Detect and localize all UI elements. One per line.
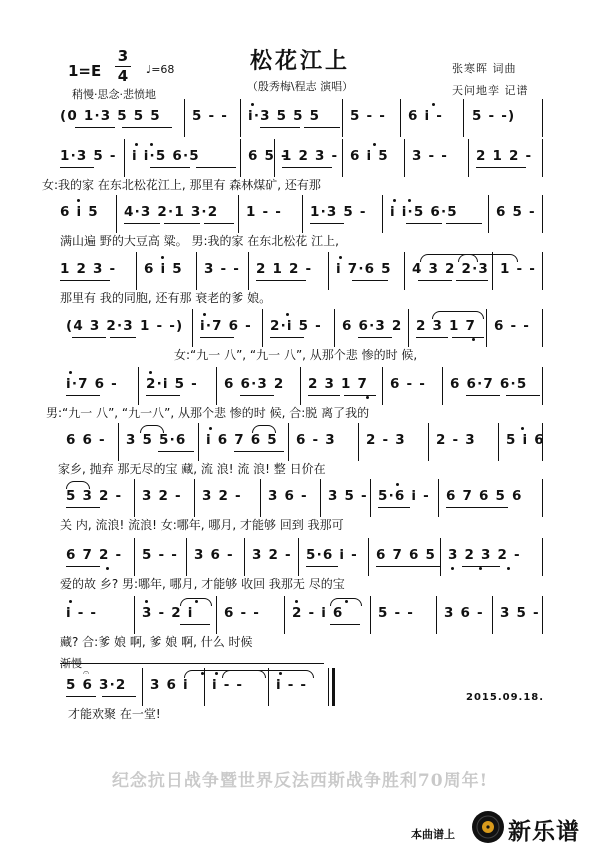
octave-dot — [295, 600, 298, 603]
octave-dot — [215, 672, 218, 675]
barline — [408, 309, 409, 347]
barline — [370, 596, 371, 634]
measure: 2 3 1 7 — [308, 376, 369, 392]
measure: 6 - - — [224, 605, 260, 621]
measure: 3 5 5·6 — [126, 432, 187, 448]
measure: 1 - - — [500, 261, 536, 277]
brand-name[interactable]: 新乐谱 — [508, 819, 580, 845]
barline — [358, 423, 359, 461]
measure: 1 2 3 - — [60, 261, 117, 277]
beam-underline — [358, 337, 392, 338]
measure: 1·3 5 - — [60, 148, 117, 164]
octave-dot — [286, 313, 289, 316]
tie-slur — [432, 311, 484, 319]
measure: 5·6 i - — [306, 547, 358, 563]
barline — [486, 309, 487, 347]
octave-dot — [201, 672, 204, 675]
barline — [284, 596, 285, 634]
barline — [134, 596, 135, 634]
beam-underline — [158, 451, 194, 452]
barline — [300, 367, 301, 405]
measure: 3 - - — [412, 148, 448, 164]
barline — [404, 139, 405, 177]
measure: 6 7 2 - — [66, 547, 123, 563]
measure: 6 i - — [408, 108, 444, 124]
octave-dot — [396, 483, 399, 486]
barline — [118, 423, 119, 461]
measure: 4 3 2 2·3 — [412, 261, 489, 277]
measure: i - - — [212, 677, 244, 693]
lyrics-line: 家乡, 抛弃 那无尽的宝 藏, 流 浪! 流 浪! 整 日价在 — [58, 462, 326, 476]
octave-dot — [209, 427, 212, 430]
barline — [463, 99, 464, 137]
beam-underline — [376, 566, 440, 567]
beam-underline — [124, 223, 160, 224]
beam-underline — [270, 337, 304, 338]
octave-dot — [279, 672, 282, 675]
lyrics-line: 女:我的家 在东北松花江上, 那里有 森林煤矿, 还有那 — [42, 178, 321, 192]
measure: 3 2 - — [202, 488, 242, 504]
vinyl-record-icon[interactable] — [471, 810, 505, 844]
barline — [542, 367, 543, 405]
measure: (0 1·3 5 5 5 — [60, 108, 161, 124]
measure: 3 2 3 2 - — [448, 547, 521, 563]
octave-dot — [373, 143, 376, 146]
barline — [436, 596, 437, 634]
measure: 5 - - — [142, 547, 178, 563]
beam-underline — [110, 337, 136, 338]
octave-dot — [366, 396, 369, 399]
measure: 5 - -) — [472, 108, 516, 124]
barline — [196, 252, 197, 290]
measure: 6 6·3 2 — [342, 318, 403, 334]
beam-underline — [310, 223, 344, 224]
measure: 5 i 6 — [506, 432, 545, 448]
measure: 2 - 3 — [366, 432, 406, 448]
final-barline-thick — [332, 668, 335, 706]
barline — [442, 367, 443, 405]
measure: i - - — [276, 677, 308, 693]
octave-dot — [69, 600, 72, 603]
measure: 2 1 2 - — [256, 261, 313, 277]
beam-underline — [352, 280, 388, 281]
barline — [240, 99, 241, 137]
barline — [542, 538, 543, 576]
measure: 3 2 - — [142, 488, 182, 504]
measure: i 7·6 5 — [336, 261, 392, 277]
barline — [216, 596, 217, 634]
octave-dot — [479, 567, 482, 570]
measure: i - - — [66, 605, 98, 621]
tie-slur — [66, 481, 90, 489]
measure: 6 i 5 — [60, 204, 99, 220]
beam-underline — [200, 337, 234, 338]
beam-underline — [378, 507, 410, 508]
ritardando-marking: 渐慢 — [60, 657, 82, 670]
transcriber-credit: 天问地孪 记谱 — [452, 84, 529, 97]
beam-underline — [344, 395, 376, 396]
beam-underline — [256, 280, 306, 281]
ritardando-line — [60, 663, 324, 664]
meter-bottom: 4 — [117, 67, 129, 85]
octave-dot — [408, 199, 411, 202]
barline — [134, 538, 135, 576]
octave-dot — [150, 143, 153, 146]
beam-underline — [304, 127, 340, 128]
measure: 6 i 5 — [350, 148, 389, 164]
measure: 4·3 2·1 3·2 — [124, 204, 219, 220]
measure: 3 6 - — [194, 547, 234, 563]
measure: 6 6·3 2 — [224, 376, 285, 392]
barline — [138, 367, 139, 405]
barline — [194, 479, 195, 517]
measure: 3 6 i — [150, 677, 189, 693]
barline — [198, 423, 199, 461]
barline — [542, 195, 543, 233]
barline — [542, 139, 543, 177]
beam-underline — [306, 566, 338, 567]
lyrics-line: 藏? 合:爹 娘 啊, 爹 娘 啊, 什么 时候 — [60, 635, 253, 649]
beam-underline — [72, 337, 106, 338]
beam-underline — [446, 507, 508, 508]
measure: (4 3 2·3 — [66, 318, 134, 334]
final-barline-thin — [328, 668, 329, 706]
octave-dot — [507, 567, 510, 570]
beam-underline — [416, 337, 448, 338]
barline — [288, 423, 289, 461]
tie-slur — [458, 254, 518, 262]
beam-underline — [180, 624, 210, 625]
measure: 6 7 6 5 — [376, 547, 437, 563]
barline — [400, 99, 401, 137]
measure: 6 - 3 — [296, 432, 336, 448]
barline — [440, 538, 441, 576]
barline — [382, 367, 383, 405]
measure: 6 5 - — [496, 204, 536, 220]
beam-underline — [446, 223, 482, 224]
beam-underline — [506, 395, 540, 396]
measure: 6 6 - — [66, 432, 106, 448]
measure: 2 - 3 — [436, 432, 476, 448]
measure: 5·6 i - — [378, 488, 430, 504]
measure: 5 3 2 - — [66, 488, 123, 504]
beam-underline — [456, 280, 488, 281]
beam-underline — [146, 395, 180, 396]
tie-slur — [252, 425, 276, 433]
measure: 6 - - — [494, 318, 530, 334]
measure: 5 - - — [378, 605, 414, 621]
measure: i i·5 6·5 — [132, 148, 200, 164]
measure: i i·5 6·5 — [390, 204, 458, 220]
barline — [184, 99, 185, 137]
measure: 2 - i 6 — [292, 605, 344, 621]
barline — [492, 596, 493, 634]
barline — [488, 195, 489, 233]
barline — [186, 538, 187, 576]
lyrics-line: 男:“九一 八”, “九一八”, 从那个悲 惨的时 候, 合:脱 离了我的 — [46, 406, 370, 420]
measure: 5 - - — [350, 108, 386, 124]
source-label: 本曲谱上 — [411, 828, 455, 841]
beam-underline — [164, 223, 200, 224]
beam-underline — [282, 167, 332, 168]
beam-underline — [196, 167, 236, 168]
expression-marking: 稍慢·思念·悲愤地 — [72, 88, 156, 101]
beam-underline — [66, 395, 100, 396]
fermata-icon: 𝄐 — [83, 666, 90, 679]
beam-underline — [60, 167, 94, 168]
barline — [298, 538, 299, 576]
measure: 6 i 5 — [144, 261, 183, 277]
barline — [342, 139, 343, 177]
measure: 1 - - — [246, 204, 282, 220]
barline — [124, 139, 125, 177]
lyricist-credit: 张寒晖 词曲 — [452, 62, 517, 75]
barline — [248, 252, 249, 290]
octave-dot — [521, 427, 524, 430]
key-signature: 1=E — [68, 62, 102, 80]
beam-underline — [75, 127, 115, 128]
barline — [334, 309, 335, 347]
barline — [342, 99, 343, 137]
barline — [498, 423, 499, 461]
octave-dot — [432, 103, 435, 106]
octave-dot — [135, 143, 138, 146]
barline — [136, 252, 137, 290]
octave-dot — [195, 600, 198, 603]
barline — [542, 479, 543, 517]
measure: 3 6 - — [268, 488, 308, 504]
barline — [404, 252, 405, 290]
barline — [368, 538, 369, 576]
measure: 3 - - — [204, 261, 240, 277]
measure: 2 1 2 - — [476, 148, 533, 164]
beam-underline — [60, 280, 110, 281]
barline — [240, 139, 241, 177]
octave-dot — [251, 103, 254, 106]
barline — [262, 309, 263, 347]
measure: 5 - - — [192, 108, 228, 124]
beam-underline — [330, 624, 360, 625]
measure: 6 7 6 5 6 — [446, 488, 523, 504]
octave-dot — [106, 567, 109, 570]
lyrics-line: 满山遍 野的大豆高 粱。 男:我的家 在东北松花 江上, — [60, 234, 339, 248]
measure: 3 2 - — [252, 547, 292, 563]
measure: 3 6 - — [444, 605, 484, 621]
barline — [370, 479, 371, 517]
tie-slur — [140, 425, 164, 433]
barline — [468, 139, 469, 177]
barline — [542, 309, 543, 347]
lyrics-line: 女:“九一 八”, “九一 八”, 从那个悲 惨的时 候, — [174, 348, 418, 362]
lyrics-line: 那里有 我的同胞, 还有那 衰老的爹 娘。 — [60, 291, 272, 305]
barline — [320, 479, 321, 517]
beam-underline — [260, 127, 300, 128]
barline — [542, 252, 543, 290]
barline — [274, 139, 275, 177]
octave-dot — [69, 371, 72, 374]
measure: 1 - -) — [140, 318, 184, 334]
song-title: 松花江上 — [249, 48, 350, 74]
beam-underline — [150, 167, 190, 168]
measure: i·7 6 - — [66, 376, 118, 392]
measure: 6 6·7 6·5 — [450, 376, 528, 392]
barline — [260, 479, 261, 517]
barline — [428, 423, 429, 461]
barline — [382, 195, 383, 233]
barline — [438, 479, 439, 517]
measure: i·3 5 5 5 — [248, 108, 321, 124]
meter-top: 3 — [117, 47, 129, 65]
beam-underline — [476, 167, 526, 168]
beam-underline — [406, 223, 442, 224]
octave-dot — [393, 199, 396, 202]
commemoration-banner: 纪念抗日战争暨世界反法西斯战争胜利70周年! — [111, 771, 489, 791]
barline — [542, 99, 543, 137]
measure: 2 3 1 7 — [416, 318, 477, 334]
beam-underline — [66, 696, 96, 697]
beam-underline — [240, 395, 274, 396]
measure: 3 5 - — [328, 488, 368, 504]
octave-dot — [77, 199, 80, 202]
barline — [302, 195, 303, 233]
measure: 1 2 3 - — [282, 148, 339, 164]
tempo-marking: ♩=68 — [146, 63, 175, 76]
lyrics-line: 才能欢聚 在一堂! — [68, 707, 161, 721]
transcription-date: 2015.09.18. — [466, 692, 545, 703]
lyrics-line: 爱的故 乡? 男:哪年, 哪月, 才能够 收回 我那无 尽的宝 — [60, 577, 345, 591]
octave-dot — [451, 567, 454, 570]
barline — [134, 479, 135, 517]
singers-credit: （殷秀梅\程志 演唱） — [246, 80, 354, 93]
tie-slur — [222, 670, 314, 678]
barline — [542, 423, 543, 461]
barline — [238, 195, 239, 233]
beam-underline — [66, 507, 100, 508]
barline — [542, 596, 543, 634]
octave-dot — [339, 256, 342, 259]
barline — [216, 367, 217, 405]
beam-underline — [234, 451, 284, 452]
measure: i·7 6 - — [200, 318, 252, 334]
beam-underline — [66, 566, 100, 567]
beam-underline — [452, 337, 484, 338]
measure: 6 - - — [390, 376, 426, 392]
beam-underline — [418, 280, 452, 281]
lyrics-line: 关 内, 流浪! 流浪! 女:哪年, 哪月, 才能够 回到 我那可 — [60, 518, 344, 532]
barline — [116, 195, 117, 233]
octave-dot — [149, 371, 152, 374]
measure: 3 - 2 i — [142, 605, 194, 621]
beam-underline — [466, 395, 500, 396]
octave-dot — [145, 600, 148, 603]
measure: 5 6 3·2 — [66, 677, 127, 693]
barline — [328, 252, 329, 290]
barline — [192, 309, 193, 347]
beam-underline — [204, 223, 234, 224]
octave-dot — [161, 256, 164, 259]
measure: 2·i 5 - — [270, 318, 322, 334]
barline — [244, 538, 245, 576]
measure: 2·i 5 - — [146, 376, 198, 392]
measure: 6 5 - — [248, 148, 288, 164]
octave-dot — [203, 313, 206, 316]
measure: i 6 7 6 5 — [206, 432, 278, 448]
beam-underline — [122, 127, 172, 128]
measure: 3 5 - — [500, 605, 540, 621]
beam-underline — [102, 696, 136, 697]
measure: 1·3 5 - — [310, 204, 367, 220]
octave-dot — [345, 600, 348, 603]
beam-underline — [308, 395, 340, 396]
barline — [142, 668, 143, 706]
octave-dot — [472, 338, 475, 341]
